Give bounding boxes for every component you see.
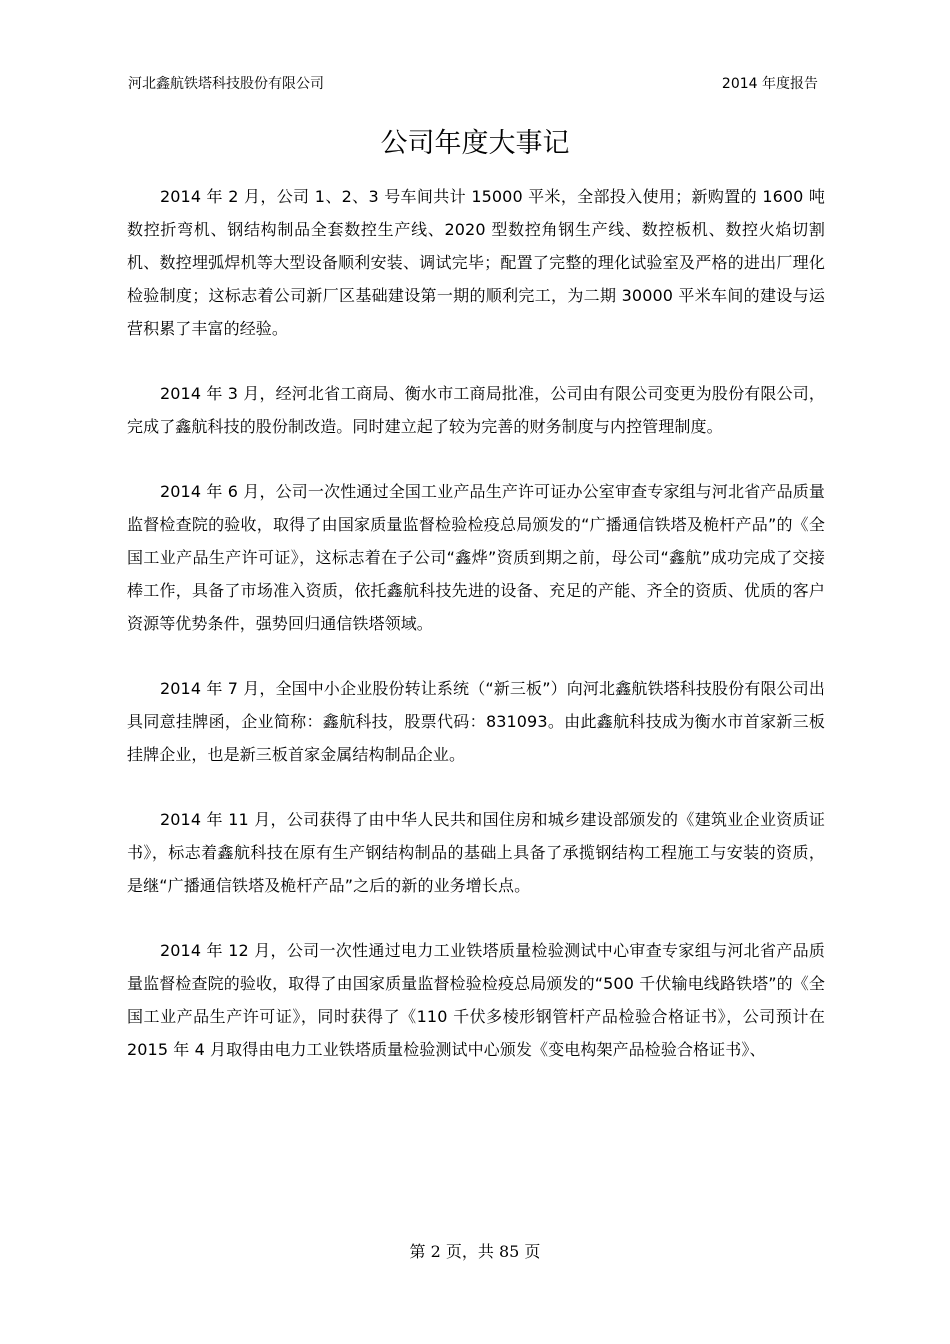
document-body [127,180,825,1066]
paragraph-nov-2014: 2014 年 11 月，公司获得了由中华人民共和国住房和城乡建设部颁发的《建筑业企业资质证书》，标志着鑫航科技在原有生产钢结构制品的基础上具备了承揽钢结构工程施工与安装的资质，是继“广播通信铁塔及桅杆产品”之后的新的业务增长点。 [127,810,825,895]
paragraph-feb-2014: 2014 年 2 月，公司 1、2、3 号车间共计 15000 平米，全部投入使用；新购置的 1600 吨数控折弯机、钢结构制品全套数控生产线、2020 型数控角钢生产线、数控板机、数控火焰切割机、数控埋弧焊机等大型设备顺利安装、调试完毕；配置了完整的理化试验室及严格的进出厂理化检验制度；这标志着公司新厂区基础建设第一期的顺利完工，为二期 30000 平米车间的建设与运营积累了丰富的经验。 [127,187,825,338]
paragraph-mar-2014: 2014 年 3 月，经河北省工商局、衡水市工商局批准，公司由有限公司变更为股份有限公司，完成了鑫航科技的股份制改造。同时建立起了较为完善的财务制度与内控管理制度。 [127,384,825,436]
header-divider [126,98,822,99]
page-number-footer: 第 2 页，共 85 页 [409,1242,541,1261]
paragraph-jul-2014: 2014 年 7 月，全国中小企业股份转让系统（“新三板”）向河北鑫航铁塔科技股份有限公司出具同意挂牌函，企业简称：鑫航科技，股票代码：831093。由此鑫航科技成为衡水市首家新三板挂牌企业，也是新三板首家金属结构制品企业。 [127,679,825,764]
paragraph-dec-2014: 2014 年 12 月，公司一次性通过电力工业铁塔质量检验测试中心审查专家组与河北省产品质量监督检查院的验收，取得了由国家质量监督检验检疫总局颁发的“500 千伏输电线路铁塔”的《全国工业产品生产许可证》，同时获得了《110 千伏多棱形钢管杆产品检验合格证书》，公司预计在 2015 年 4 月取得由电力工业铁塔质量检验测试中心颁发《变电构架产品检验合格证书》、 [127,941,825,1059]
paragraph-jun-2014: 2014 年 6 月，公司一次性通过全国工业产品生产许可证办公室审查专家组与河北省产品质量监督检查院的验收，取得了由国家质量监督检验检疫总局颁发的“广播通信铁塔及桅杆产品”的《全国工业产品生产许可证》，这标志着在子公司“鑫烨”资质到期之前，母公司“鑫航”成功完成了交接棒工作，具备了市场准入资质，依托鑫航科技先进的设备、充足的产能、齐全的资质、优质的客户资源等优势条件，强势回归通信铁塔领域。 [127,482,825,633]
page-header [128,70,818,94]
page-title: 公司年度大事记 [380,128,570,159]
header-company-name: 河北鑫航铁塔科技股份有限公司 [128,76,324,92]
header-report-title: 2014 年度报告 [721,76,818,92]
